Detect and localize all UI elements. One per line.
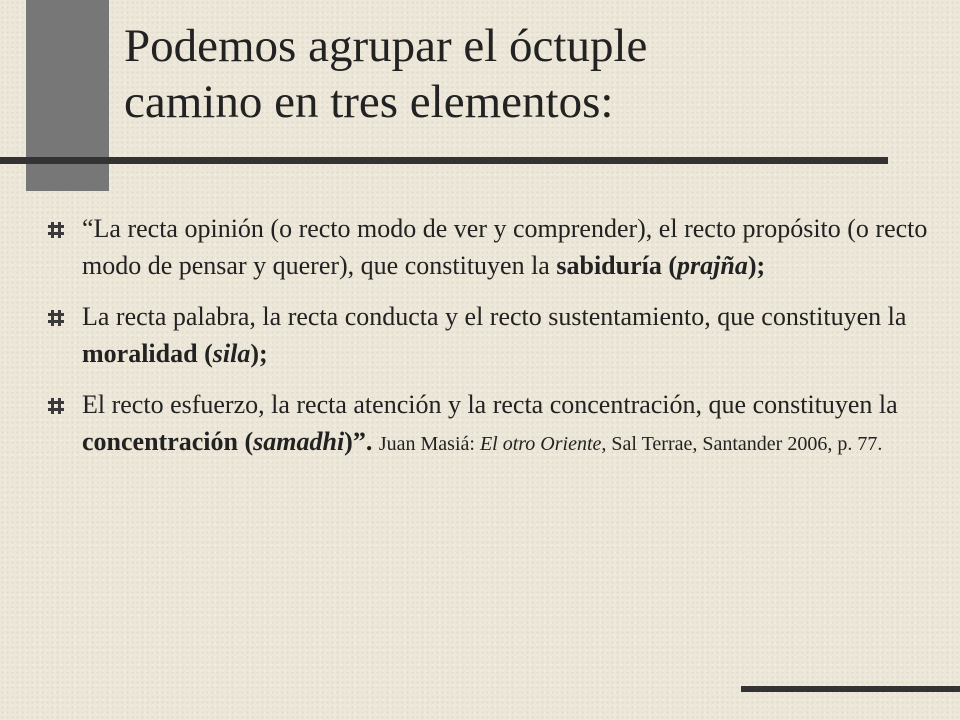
citation-rest: Sal Terrae, Santander 2006, p. 77. bbox=[606, 433, 883, 455]
bottom-accent-line bbox=[741, 686, 960, 692]
item-paren-close: )”. bbox=[344, 427, 379, 456]
slide-title bbox=[124, 18, 924, 130]
hash-bullet-icon bbox=[48, 222, 64, 238]
item-text: El recto esfuerzo, la recta atención y la recta concentración, que constituyen la bbox=[82, 390, 898, 419]
item-keyword: moralidad bbox=[82, 339, 198, 368]
citation-title: El otro Oriente, bbox=[479, 433, 607, 455]
item-paren-close: ); bbox=[747, 251, 766, 280]
item-keyword: concentración bbox=[82, 427, 238, 456]
list-item-moralidad bbox=[48, 298, 928, 372]
item-term: samadhi bbox=[253, 427, 345, 456]
item-keyword: sabiduría bbox=[556, 251, 662, 280]
item-paren-open: ( bbox=[237, 427, 254, 456]
item-term: sila bbox=[212, 339, 251, 368]
title-divider-line bbox=[0, 157, 888, 164]
item-text: La recta palabra, la recta conducta y el recto sustentamiento, que constituyen la bbox=[82, 302, 907, 331]
item-text: “La recta opinión (o recto modo de ver y comprender), el recto propósito (o recto modo de pensar y querer), que constituyen la bbox=[82, 214, 928, 280]
title-line-1: Podemos agrupar el óctuple bbox=[124, 20, 648, 72]
item-paren-open: ( bbox=[197, 339, 213, 368]
list-item-sabiduria bbox=[48, 210, 928, 284]
item-paren-close: ); bbox=[250, 339, 268, 368]
bullet-list bbox=[48, 210, 928, 477]
hash-bullet-icon bbox=[48, 310, 64, 326]
hash-bullet-icon bbox=[48, 398, 64, 414]
list-item-concentracion bbox=[48, 386, 928, 463]
title-line-2: camino en tres elementos: bbox=[124, 76, 614, 128]
citation-author: Juan Masiá: bbox=[378, 433, 480, 455]
item-paren-open: ( bbox=[661, 251, 678, 280]
item-term: prajña bbox=[677, 251, 748, 280]
